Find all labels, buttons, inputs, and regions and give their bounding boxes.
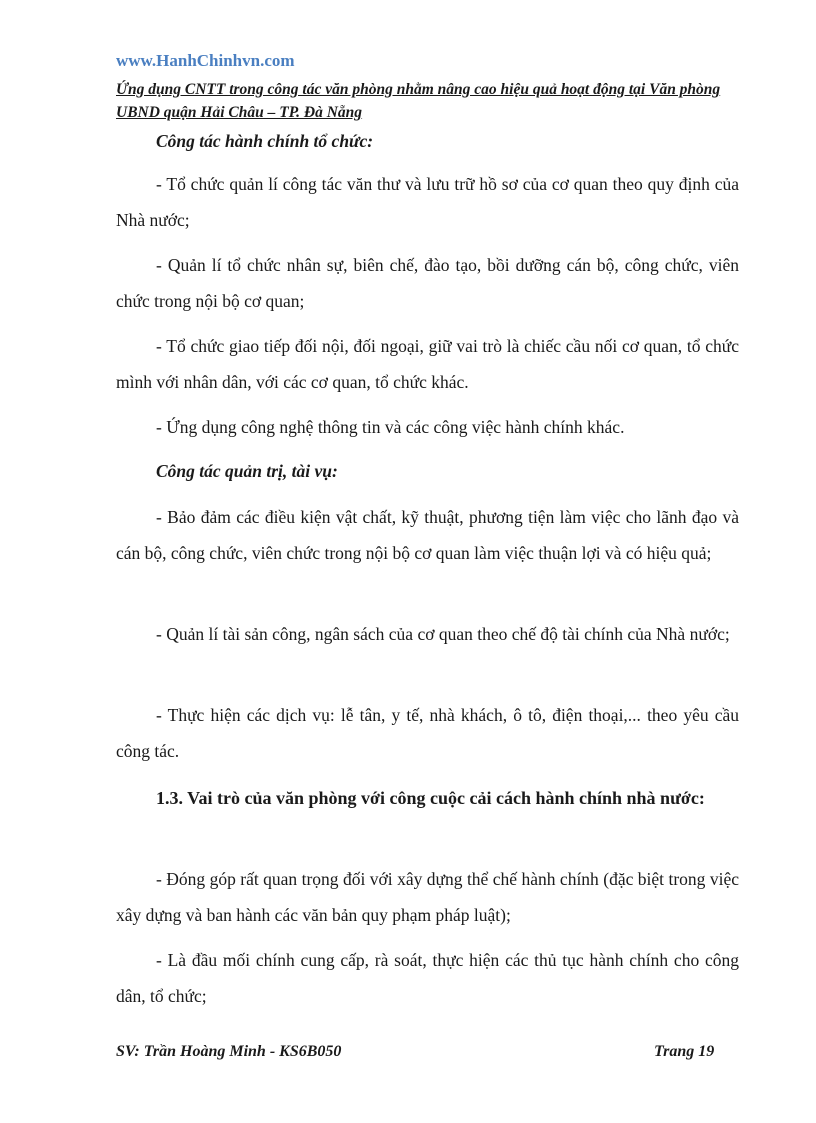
page-number: Trang 19 xyxy=(654,1043,715,1060)
document-title: Ứng dụng CNTT trong công tác văn phòng nhằm nâng cao hiệu quả hoạt động tại Văn phòng UBND quận Hải Châu – TP. Đà Nẵng xyxy=(116,81,721,121)
section-heading-administration: Công tác hành chính tổ chức: xyxy=(156,131,374,151)
paragraph: - Tổ chức giao tiếp đối nội, đối ngoại, giữ vai trò là chiếc cầu nối cơ quan, tổ chức mình với nhân dân, với các cơ quan, tổ chức khác. xyxy=(116,336,739,392)
paragraph: - Quản lí tổ chức nhân sự, biên chế, đào tạo, bồi dưỡng cán bộ, công chức, viên chức trong nội bộ cơ quan; xyxy=(116,255,739,311)
paragraph: - Quản lí tài sản công, ngân sách của cơ quan theo chế độ tài chính của Nhà nước; xyxy=(156,624,730,644)
paragraph: - Là đầu mối chính cung cấp, rà soát, thực hiện các thủ tục hành chính cho công dân, tổ chức; xyxy=(116,950,739,1006)
site-url[interactable]: www.HanhChinhvn.com xyxy=(116,51,295,70)
section-heading-management: Công tác quản trị, tài vụ: xyxy=(156,461,338,481)
paragraph: - Tổ chức quản lí công tác văn thư và lưu trữ hồ sơ của cơ quan theo quy định của Nhà nước; xyxy=(116,174,739,230)
section-heading-role: 1.3. Vai trò của văn phòng với công cuộc cải cách hành chính nhà nước: xyxy=(156,788,705,808)
paragraph: - Ứng dụng công nghệ thông tin và các công việc hành chính khác. xyxy=(156,417,625,437)
paragraph: - Đóng góp rất quan trọng đối với xây dựng thể chế hành chính (đặc biệt trong việc xây dựng và ban hành các văn bản quy phạm pháp luật); xyxy=(116,869,739,925)
paragraph: - Thực hiện các dịch vụ: lễ tân, y tế, nhà khách, ô tô, điện thoại,... theo yêu cầu công tác. xyxy=(116,705,739,761)
footer-author: SV: Trần Hoàng Minh - KS6B050 xyxy=(116,1043,342,1060)
paragraph: - Bảo đảm các điều kiện vật chất, kỹ thuật, phương tiện làm việc cho lãnh đạo và cán bộ, công chức, viên chức trong nội bộ cơ quan làm việc thuận lợi và có hiệu quả; xyxy=(116,507,739,563)
